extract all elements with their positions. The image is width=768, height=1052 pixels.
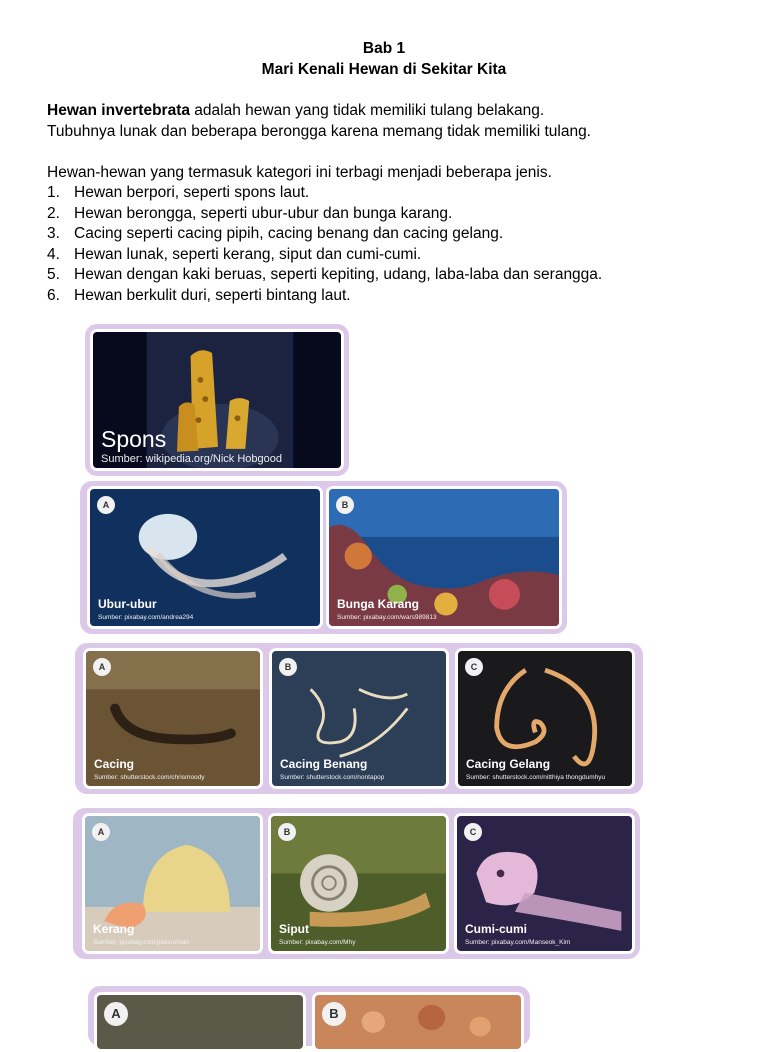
roundworm-source: Sumber: shutterstock.com/nitthiya thongdumhyu <box>466 774 606 781</box>
badge-a: A <box>92 823 110 841</box>
snail-photo <box>268 813 449 954</box>
arthropod-frame <box>88 986 530 1046</box>
squid-photo <box>454 813 635 954</box>
list-item: 4. Hewan lunak, seperti kerang, siput dan cumi-cumi. <box>47 245 422 263</box>
badge-b: B <box>322 1002 346 1026</box>
spons-source: Sumber: wikipedia.org/Nick Hobgood <box>101 453 282 465</box>
badge-a: A <box>93 658 111 676</box>
clam-photo <box>82 813 263 954</box>
spons-photo <box>90 329 344 471</box>
intro-line-1 <box>47 101 544 122</box>
badge-a: A <box>97 496 115 514</box>
chapter-number: Bab 1 <box>362 40 406 57</box>
squid-label: Cumi-cumi <box>465 922 528 936</box>
categories-intro: Hewan-hewan yang termasuk kategori ini terbagi menjadi beberapa jenis. <box>47 164 552 181</box>
clam-label: Kerang <box>93 922 135 936</box>
intro-line-2: Tubuhnya lunak dan beberapa berongga karena memang tidak memiliki tulang. <box>47 123 591 140</box>
spons-frame <box>85 324 349 476</box>
jellyfish-photo <box>87 486 323 629</box>
arthropod-photo-b <box>312 992 524 1052</box>
squid-source: Sumber: pixabay.com/Manseok_Kim <box>465 939 571 946</box>
badge-b: B <box>279 658 297 676</box>
badge-a: A <box>104 1002 128 1026</box>
chapter-title: Mari Kenali Hewan di Sekitar Kita <box>261 61 507 78</box>
list-item: 2. Hewan berongga, seperti ubur-ubur dan bunga karang. <box>47 204 453 222</box>
flatworm-photo <box>83 648 263 789</box>
spons-label: Spons <box>101 426 167 452</box>
coral-source: Sumber: pixabay.com/wars989813 <box>337 614 437 621</box>
list-item: 5. Hewan dengan kaki beruas, seperti kepiting, udang, laba-laba dan serangga. <box>47 266 603 283</box>
badge-b: B <box>336 496 354 514</box>
jellyfish-label: Ubur-ubur <box>98 597 157 611</box>
intro-definition: adalah hewan yang tidak memiliki tulang belakang. <box>190 102 545 119</box>
coral-photo <box>326 486 562 629</box>
roundworm-photo <box>455 648 635 789</box>
jellyfish-source: Sumber: pixabay.com/andrea294 <box>98 614 194 621</box>
roundworm-label: Cacing Gelang <box>466 757 551 771</box>
badge-c: C <box>465 658 483 676</box>
arthropod-photo-a <box>94 992 306 1052</box>
worm-frame <box>75 643 643 794</box>
badge-b: B <box>278 823 296 841</box>
badge-c: C <box>464 823 482 841</box>
threadworm-photo <box>269 648 449 789</box>
cnidaria-frame <box>80 481 567 634</box>
mollusc-frame <box>73 808 640 959</box>
list-item: 1. Hewan berpori, seperti spons laut. <box>47 184 310 201</box>
flatworm-source: Sumber: shutterstock.com/chrismoody <box>94 774 205 781</box>
snail-source: Sumber: pixabay.com/Mhy <box>279 939 356 946</box>
list-item: 6. Hewan berkulit duri, seperti bintang laut. <box>47 286 351 304</box>
flatworm-label: Cacing <box>94 757 135 771</box>
coral-label: Bunga Karang <box>337 597 420 611</box>
category-list <box>47 183 602 306</box>
threadworm-source: Sumber: shutterstock.com/nontapop <box>280 774 385 781</box>
list-item: 3. Cacing seperti cacing pipih, cacing benang dan cacing gelang. <box>47 225 504 242</box>
snail-label: Siput <box>279 922 309 936</box>
clam-source: Sumber: pixabay.com/julesroman <box>93 939 189 946</box>
threadworm-label: Cacing Benang <box>280 757 368 771</box>
intro-term: Hewan invertebrata <box>47 102 190 119</box>
